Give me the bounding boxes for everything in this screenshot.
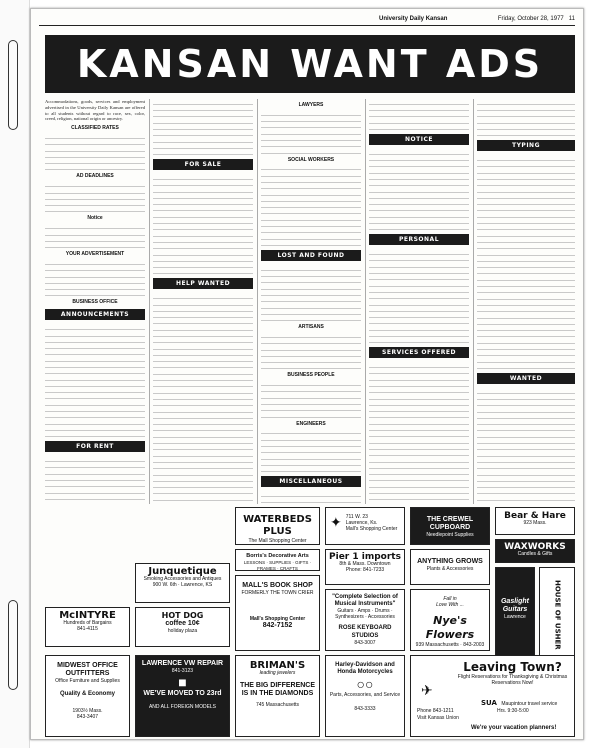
column-rule — [257, 99, 258, 504]
for-rent-continued — [153, 99, 253, 155]
masthead — [45, 35, 575, 93]
intro-text: Accommodations, goods, services and employment advertised in the University Daily Kansan are offered to all students without regard to race, sex, color, creed, religion, national origin or ancestry. — [45, 99, 145, 122]
announcements-listings — [45, 324, 145, 437]
social-workers-text — [261, 165, 361, 246]
ad-nyes-flowers: Fall in Love With ... Nye's Flowers 939 Massachusetts · 843-2003 — [410, 589, 490, 651]
section-heading-wanted: WANTED — [477, 373, 575, 384]
column-2 — [153, 99, 253, 504]
deadlines-heading: AD DEADLINES — [76, 173, 114, 180]
section-heading-help-wanted: HELP WANTED — [153, 278, 253, 289]
ad-mall-shop: ✦ 711 W. 23 Lawrence, Ks. Mall's Shopping Center — [325, 507, 405, 545]
ad-crewel-cupboard: THE CREWEL CUPBOARD Needlepoint Supplies — [410, 507, 490, 545]
section-heading-personal: PERSONAL — [369, 234, 469, 245]
column-5 — [477, 99, 575, 504]
masthead-title: KANSAN WANT ADS — [76, 42, 544, 86]
ad-sua-travel: Leaving Town? Flight Reservations for Thanksgiving & Christmas Reservations Now! ✈ SUA Maupintour travel service Phone 843-1211 Visit Kansas Union Hrs. 9:30-5:00 We're your vacation planners! — [410, 655, 575, 737]
section-heading-services-offered: SERVICES OFFERED — [369, 347, 469, 358]
notice-listings — [369, 149, 469, 230]
services-listings — [369, 362, 469, 504]
newspaper-page — [30, 8, 584, 740]
for-rent-listings — [45, 456, 145, 504]
ad-rose-keyboard: "Complete Selection of Musical Instruments" Guitars · Amps · Drums · Synthesizers · Accessories ROSE KEYBOARD STUDIOS 843-3007 — [325, 589, 405, 651]
display-ads — [45, 507, 575, 737]
section-heading-notice: NOTICE — [369, 134, 469, 145]
ad-guitar-shop: Gaslight Guitars Lawrence — [495, 567, 535, 659]
miscellaneous-listings — [261, 491, 361, 504]
social-workers-heading: SOCIAL WORKERS — [287, 156, 335, 163]
section-heading-for-sale: FOR SALE — [153, 159, 253, 170]
issue-date: Friday, October 28, 1977 11 — [497, 16, 575, 22]
ad-brimans: BRIMAN'S leading jewelers THE BIG DIFFERENCE IS IN THE DIAMONDS 745 Massachusetts — [235, 655, 320, 737]
ad-decorative-arts: Borris's Decorative Arts LESSONS · SUPPLIES · GIFTS · FRAMES · CRAFTS — [235, 549, 320, 571]
folio-rule — [39, 25, 575, 26]
personal-listings — [369, 249, 469, 343]
binding-margin — [0, 0, 30, 748]
section-heading-miscellaneous: MISCELLANEOUS — [261, 476, 361, 487]
binding-ring — [8, 600, 18, 690]
ad-malls-book-shop: MALL'S BOOK SHOP FORMERLY THE TOWN CRIER Mall's Shopping Center 842-7152 — [235, 575, 320, 651]
paper-name: University Daily Kansan — [379, 16, 448, 22]
artisans-text — [261, 332, 361, 369]
for-sale-listings — [153, 174, 253, 274]
section-heading-for-rent: FOR RENT — [45, 441, 145, 452]
column-4 — [369, 99, 469, 504]
ad-lawrence-vw: LAWRENCE VW REPAIR 841-3123 ■ WE'VE MOVED TO 23rd AND ALL FOREIGN MODELS — [135, 655, 230, 737]
business-people-text — [261, 380, 361, 417]
column-1 — [45, 99, 145, 504]
ad-house-of-usher: HOUSE OF USHER — [539, 567, 575, 659]
ad-anything-grows: ANYTHING GROWS Plants & Accessories — [410, 549, 490, 585]
ad-pier-1: Pier 1 imports 8th & Mass. Downtown Phone: 841-7233 — [325, 549, 405, 585]
section-heading-typing: TYPING — [477, 140, 575, 151]
ad-waterbeds: WATERBEDS PLUS The Mall Shopping Center — [235, 507, 320, 545]
binding-ring — [8, 40, 18, 130]
ad-mcintyre: McINTYRE Hundreds of Bargains 841-4115 — [45, 607, 130, 647]
ad-waxworks: WAXWORKS Candles & Gifts — [495, 539, 575, 563]
column-3 — [261, 99, 361, 504]
engineers-heading: ENGINEERS — [296, 420, 326, 427]
lost-found-listings — [261, 265, 361, 321]
misc-continued — [369, 99, 469, 130]
help-wanted-listings — [153, 293, 253, 504]
artisans-heading: ARTISANS — [298, 324, 324, 331]
rates-text — [45, 133, 145, 170]
ad-hot-dog-coffee: HOT DOG coffee 10¢ holiday plaza — [135, 607, 230, 647]
wanted-listings — [477, 388, 575, 504]
column-rule — [149, 99, 150, 504]
ad-midwest-office: MIDWEST OFFICE OUTFITTERS Office Furniture and Supplies Quality & Economy 1903½ Mass. 843-3407 — [45, 655, 130, 737]
airplane-icon: ✈ — [421, 682, 433, 698]
notice-heading: Notice — [87, 215, 103, 222]
ad-junquetique: Junquetique Smoking Accessories and Antiques 900 W. 6th · Lawrence, KS — [135, 563, 230, 603]
lawyers-text — [261, 110, 361, 154]
lawyers-heading: LAWYERS — [298, 102, 324, 108]
motorcycle-icon: ○○ — [356, 676, 374, 692]
ad-bear-hare: Bear & Hare 923 Mass. — [495, 507, 575, 535]
policy-text — [45, 259, 145, 296]
column-rule — [365, 99, 366, 504]
section-heading-lost-found: LOST AND FOUND — [261, 250, 361, 261]
deadlines-text — [45, 181, 145, 212]
policy-heading: YOUR ADVERTISEMENT — [65, 251, 125, 258]
services-continued — [477, 99, 575, 136]
rates-heading: CLASSIFIED RATES — [71, 125, 119, 132]
business-people-heading: BUSINESS PEOPLE — [287, 372, 335, 379]
bird-icon: ✦ — [330, 514, 342, 530]
car-icon: ■ — [178, 674, 187, 690]
section-heading-announcements: ANNOUNCEMENTS — [45, 309, 145, 320]
ad-harley-honda: Harley-Davidson and Honda Motorcycles ○○ Parts, Accessories, and Service 843-3333 — [325, 655, 405, 737]
notice-text — [45, 223, 145, 248]
engineers-text — [261, 429, 361, 473]
typing-listings — [477, 155, 575, 369]
column-rule — [473, 99, 474, 504]
business-office-heading: BUSINESS OFFICE — [72, 299, 118, 306]
